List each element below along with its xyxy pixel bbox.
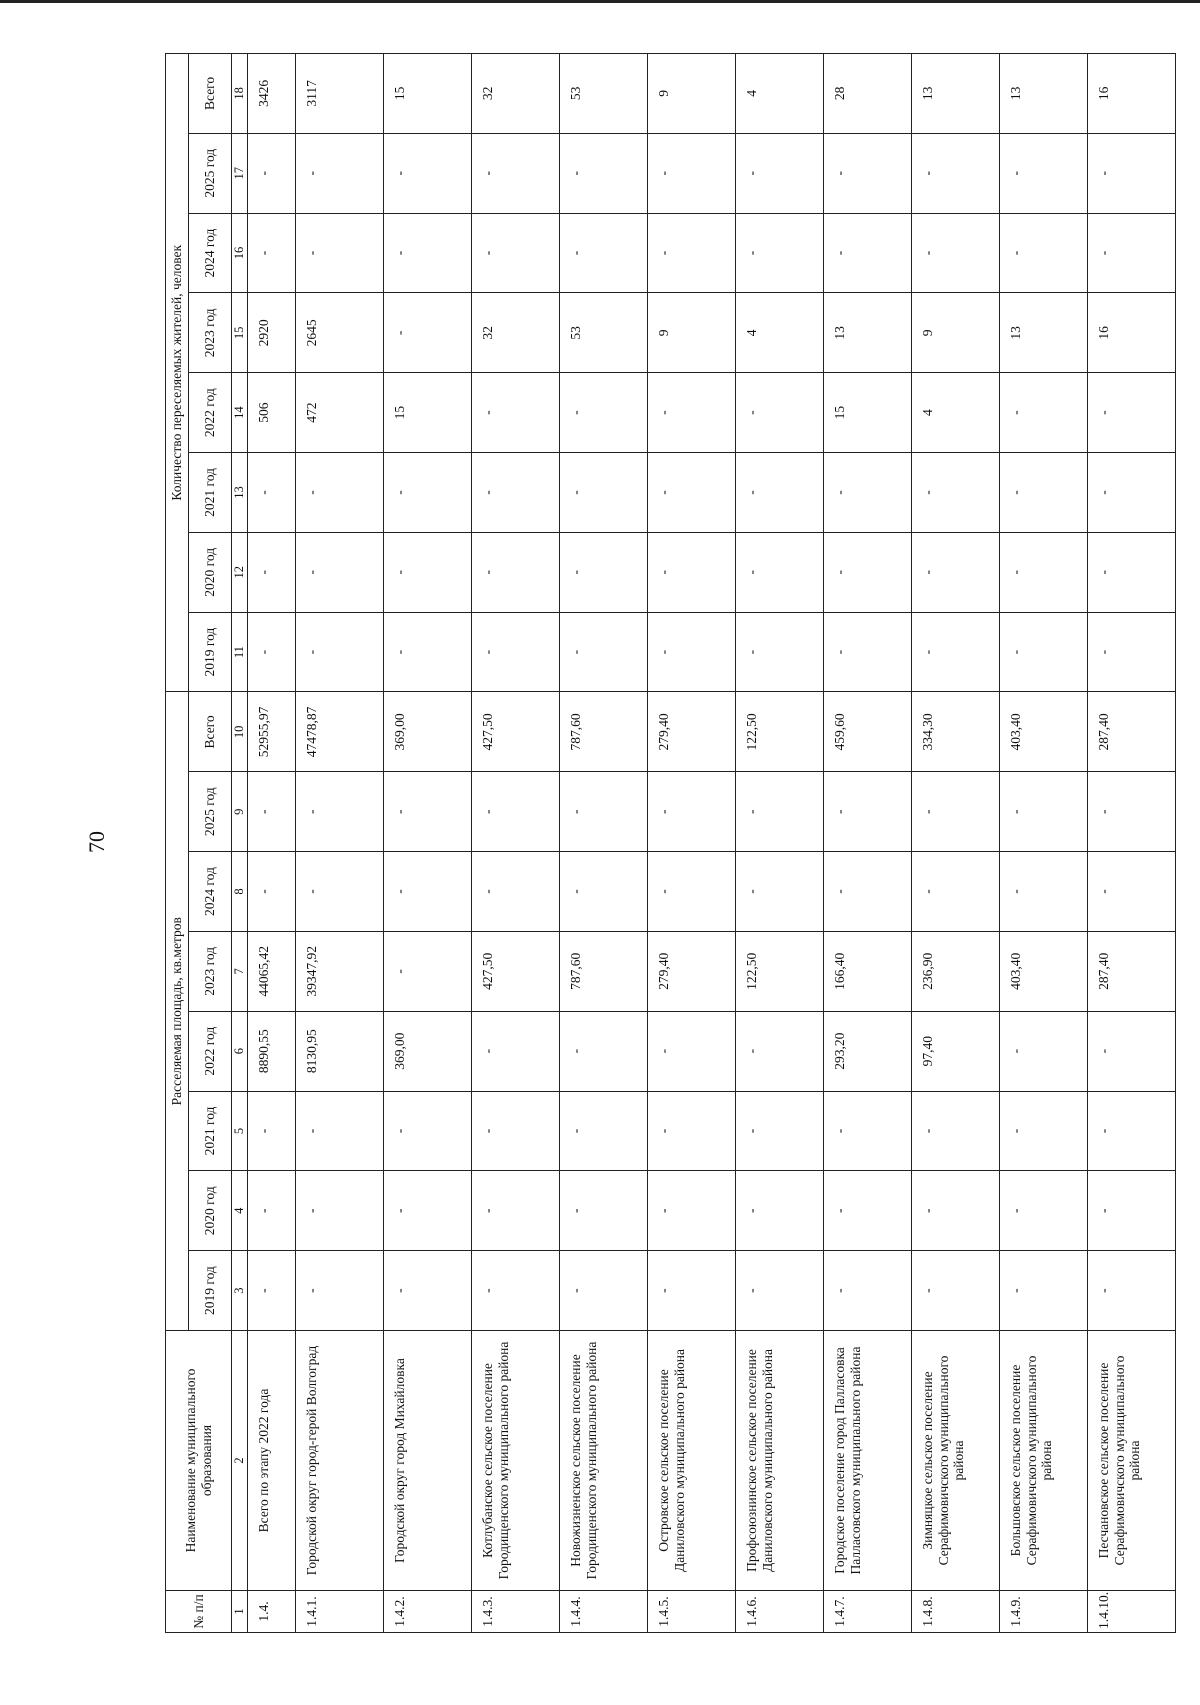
people-value: - — [384, 133, 472, 213]
area-value: - — [384, 772, 472, 852]
people-value: - — [736, 532, 824, 612]
municipality-name: Городской округ город Михайловка — [384, 1331, 472, 1591]
area-value: - — [560, 1171, 648, 1251]
people-total: 9 — [648, 54, 736, 134]
people-value: 32 — [472, 293, 560, 373]
people-value: - — [384, 532, 472, 612]
people-total: 4 — [736, 54, 824, 134]
people-value: - — [1088, 133, 1176, 213]
area-value: - — [560, 1251, 648, 1331]
area-value: 44065,42 — [248, 931, 296, 1011]
people-value: 13 — [1000, 293, 1088, 373]
people-total: 13 — [1000, 54, 1088, 134]
header-area-year: 2019 год — [189, 1251, 232, 1331]
people-value: - — [472, 453, 560, 533]
municipality-name: Новожизненское сельское поселение Городищенского муниципального района — [560, 1331, 648, 1591]
area-value: - — [560, 852, 648, 932]
area-value: - — [1000, 1091, 1088, 1171]
people-value: 9 — [912, 293, 1000, 373]
area-value: - — [248, 1091, 296, 1171]
people-value: - — [648, 373, 736, 453]
people-value: - — [296, 453, 384, 533]
area-total: 52955,97 — [248, 692, 296, 772]
column-number-cell: 14 — [232, 373, 248, 453]
people-value: - — [248, 213, 296, 293]
people-value: - — [824, 133, 912, 213]
people-value: - — [384, 612, 472, 692]
people-total: 13 — [912, 54, 1000, 134]
people-value: - — [296, 133, 384, 213]
area-value: - — [824, 1171, 912, 1251]
column-number-cell: 3 — [232, 1251, 248, 1331]
people-total: 16 — [1088, 54, 1176, 134]
area-value: - — [296, 852, 384, 932]
header-people-group: Количество переселяемых жителей, человек — [166, 54, 189, 693]
area-value: - — [560, 772, 648, 852]
people-value: 53 — [560, 293, 648, 373]
municipality-name: Городской округ город-герой Волгоград — [296, 1331, 384, 1591]
header-people-year: 2023 год — [189, 293, 232, 373]
area-value: - — [912, 1171, 1000, 1251]
area-value: - — [1088, 1011, 1176, 1091]
table-row — [560, 54, 648, 1633]
area-total: 459,60 — [824, 692, 912, 772]
people-value: 15 — [384, 373, 472, 453]
table-row — [824, 54, 912, 1633]
municipality-name: Островское сельское поселение Даниловского муниципального района — [648, 1331, 736, 1591]
area-value: - — [648, 1011, 736, 1091]
people-value: - — [736, 213, 824, 293]
column-number-cell: 12 — [232, 532, 248, 612]
people-value: - — [296, 213, 384, 293]
people-value: - — [912, 133, 1000, 213]
table-row — [1000, 54, 1088, 1633]
people-value: - — [824, 453, 912, 533]
area-value: 287,40 — [1088, 931, 1176, 1011]
area-total: 403,40 — [1000, 692, 1088, 772]
area-value: - — [1000, 1251, 1088, 1331]
area-value: - — [296, 1251, 384, 1331]
row-number: 1.4.8. — [912, 1591, 1000, 1633]
area-value: 8890,55 — [248, 1011, 296, 1091]
area-value: - — [248, 1251, 296, 1331]
area-value: - — [912, 852, 1000, 932]
people-value: 9 — [648, 293, 736, 373]
area-value: - — [736, 1091, 824, 1171]
municipality-name: Профсоюзнинское сельское поселение Даниловского муниципального района — [736, 1331, 824, 1591]
column-number-cell: 13 — [232, 453, 248, 533]
people-value: 4 — [912, 373, 1000, 453]
row-number: 1.4.10. — [1088, 1591, 1176, 1633]
people-value: - — [1000, 453, 1088, 533]
area-value: - — [248, 852, 296, 932]
area-value: - — [648, 852, 736, 932]
people-value: - — [248, 612, 296, 692]
area-value: - — [912, 1091, 1000, 1171]
people-value: - — [560, 133, 648, 213]
row-number: 1.4. — [248, 1591, 296, 1633]
area-total: 287,40 — [1088, 692, 1176, 772]
area-value: 122,50 — [736, 931, 824, 1011]
area-value: - — [472, 1171, 560, 1251]
column-number-cell: 4 — [232, 1171, 248, 1251]
column-number-cell: 9 — [232, 772, 248, 852]
area-value: - — [1088, 1091, 1176, 1171]
area-value: - — [472, 1011, 560, 1091]
people-value: 4 — [736, 293, 824, 373]
page-number: 70 — [84, 831, 109, 853]
area-value: - — [824, 852, 912, 932]
area-value: - — [1088, 852, 1176, 932]
area-value: - — [648, 772, 736, 852]
area-value: 8130,95 — [296, 1011, 384, 1091]
area-value: - — [736, 772, 824, 852]
header-area-year: 2020 год — [189, 1171, 232, 1251]
people-value: 16 — [1088, 293, 1176, 373]
column-number-cell: 7 — [232, 931, 248, 1011]
people-value: - — [472, 133, 560, 213]
municipality-name: Зимняцкое сельское поселение Серафимовичского муниципального района — [912, 1331, 1000, 1591]
header-people-year: 2025 год — [189, 133, 232, 213]
municipality-name: Городское поселение город Палласовка Палласовского муниципального района — [824, 1331, 912, 1591]
header-area-total: Всего — [189, 692, 232, 772]
row-number: 1.4.6. — [736, 1591, 824, 1633]
municipality-name: Котлубанское сельское поселение Городищенского муниципального района — [472, 1331, 560, 1591]
area-total: 427,50 — [472, 692, 560, 772]
people-value: - — [648, 612, 736, 692]
area-total: 279,40 — [648, 692, 736, 772]
people-value: - — [472, 612, 560, 692]
area-value: - — [648, 1251, 736, 1331]
header-people-year: 2021 год — [189, 453, 232, 533]
people-value: - — [736, 453, 824, 533]
people-value: - — [648, 453, 736, 533]
area-value: - — [824, 1091, 912, 1171]
people-value: - — [560, 532, 648, 612]
area-value: 279,40 — [648, 931, 736, 1011]
column-number-cell: 6 — [232, 1011, 248, 1091]
header-area-year: 2024 год — [189, 852, 232, 932]
header-area-year: 2025 год — [189, 772, 232, 852]
header-people-year: 2022 год — [189, 373, 232, 453]
area-value: - — [560, 1091, 648, 1171]
municipality-name: Песчановское сельское поселение Серафимовичского муниципального района — [1088, 1331, 1176, 1591]
people-value: - — [912, 453, 1000, 533]
header-people-year: 2020 год — [189, 532, 232, 612]
people-value: - — [648, 532, 736, 612]
header-people-total: Всего — [189, 54, 232, 134]
people-value: - — [824, 532, 912, 612]
row-number: 1.4.7. — [824, 1591, 912, 1633]
people-value: - — [472, 532, 560, 612]
area-value: - — [912, 772, 1000, 852]
area-value: - — [472, 1251, 560, 1331]
people-value: - — [384, 453, 472, 533]
people-value: 2920 — [248, 293, 296, 373]
area-value: - — [560, 1011, 648, 1091]
row-number: 1.4.3. — [472, 1591, 560, 1633]
area-value: - — [384, 1251, 472, 1331]
people-value: - — [736, 373, 824, 453]
table-row — [1088, 54, 1176, 1633]
area-value: - — [1000, 772, 1088, 852]
people-value: - — [296, 532, 384, 612]
area-value: 166,40 — [824, 931, 912, 1011]
people-value: - — [560, 453, 648, 533]
people-total: 3426 — [248, 54, 296, 134]
header-number: № п/п — [166, 1591, 232, 1633]
people-value: - — [736, 133, 824, 213]
people-total: 28 — [824, 54, 912, 134]
people-value: - — [824, 612, 912, 692]
people-value: - — [1000, 612, 1088, 692]
area-value: - — [736, 1251, 824, 1331]
resettlement-table — [165, 53, 1176, 1633]
header-area-year: 2021 год — [189, 1091, 232, 1171]
municipality-name: Большовское сельское поселение Серафимовичского муниципального района — [1000, 1331, 1088, 1591]
area-value: - — [912, 1251, 1000, 1331]
people-value: - — [1000, 213, 1088, 293]
people-value: - — [560, 213, 648, 293]
table-header — [166, 54, 248, 1633]
people-value: - — [648, 133, 736, 213]
area-value: - — [472, 1091, 560, 1171]
area-value: - — [1088, 1171, 1176, 1251]
area-value: 236,90 — [912, 931, 1000, 1011]
row-number: 1.4.1. — [296, 1591, 384, 1633]
area-value: - — [1000, 852, 1088, 932]
people-value: 2645 — [296, 293, 384, 373]
people-value: 506 — [248, 373, 296, 453]
table-body — [248, 54, 1176, 1633]
area-total: 122,50 — [736, 692, 824, 772]
people-value: - — [1000, 373, 1088, 453]
row-number: 1.4.9. — [1000, 1591, 1088, 1633]
column-number-row — [232, 54, 248, 1633]
area-value: - — [296, 1171, 384, 1251]
people-value: - — [1000, 133, 1088, 213]
table-row — [248, 54, 296, 1633]
people-value: 472 — [296, 373, 384, 453]
area-value: - — [384, 1091, 472, 1171]
people-total: 3117 — [296, 54, 384, 134]
area-value: - — [296, 772, 384, 852]
column-number-cell: 16 — [232, 213, 248, 293]
column-number-cell: 11 — [232, 612, 248, 692]
people-total: 15 — [384, 54, 472, 134]
people-value: - — [1088, 453, 1176, 533]
area-value: - — [384, 852, 472, 932]
row-number: 1.4.5. — [648, 1591, 736, 1633]
table-row — [296, 54, 384, 1633]
area-value: - — [736, 1011, 824, 1091]
table-row — [912, 54, 1000, 1633]
column-number-cell: 1 — [232, 1591, 248, 1633]
column-number-cell: 8 — [232, 852, 248, 932]
people-value: - — [472, 213, 560, 293]
row-number: 1.4.2. — [384, 1591, 472, 1633]
area-total: 47478,87 — [296, 692, 384, 772]
people-value: - — [824, 213, 912, 293]
area-total: 334,30 — [912, 692, 1000, 772]
people-value: - — [912, 612, 1000, 692]
column-number-cell: 2 — [232, 1331, 248, 1591]
area-value: - — [1088, 772, 1176, 852]
people-value: - — [736, 612, 824, 692]
people-value: - — [560, 373, 648, 453]
people-value: - — [912, 532, 1000, 612]
table-row — [736, 54, 824, 1633]
people-value: - — [248, 133, 296, 213]
header-area-year: 2022 год — [189, 1011, 232, 1091]
people-value: - — [1088, 612, 1176, 692]
table-row — [648, 54, 736, 1633]
area-value: - — [472, 772, 560, 852]
area-value: 787,60 — [560, 931, 648, 1011]
column-number-cell: 5 — [232, 1091, 248, 1171]
column-number-cell: 15 — [232, 293, 248, 373]
column-number-cell: 10 — [232, 692, 248, 772]
area-value: - — [384, 1171, 472, 1251]
area-value: - — [1000, 1011, 1088, 1091]
table-row — [384, 54, 472, 1633]
people-value: 13 — [824, 293, 912, 373]
column-number-cell: 18 — [232, 54, 248, 134]
area-value: 39347,92 — [296, 931, 384, 1011]
header-people-year: 2024 год — [189, 213, 232, 293]
area-value: 369,00 — [384, 1011, 472, 1091]
area-value: - — [736, 852, 824, 932]
row-number: 1.4.4. — [560, 1591, 648, 1633]
area-value: - — [648, 1171, 736, 1251]
people-value: - — [912, 213, 1000, 293]
area-total: 787,60 — [560, 692, 648, 772]
people-total: 53 — [560, 54, 648, 134]
column-number-cell: 17 — [232, 133, 248, 213]
area-value: 403,40 — [1000, 931, 1088, 1011]
table-row — [472, 54, 560, 1633]
area-value: - — [472, 852, 560, 932]
people-value: - — [1088, 532, 1176, 612]
people-value: - — [1088, 213, 1176, 293]
area-value: - — [648, 1091, 736, 1171]
area-value: - — [1088, 1251, 1176, 1331]
area-total: 369,00 — [384, 692, 472, 772]
municipality-name: Всего по этапу 2022 года — [248, 1331, 296, 1591]
area-value: 293,20 — [824, 1011, 912, 1091]
area-value: 97,40 — [912, 1011, 1000, 1091]
people-value: - — [560, 612, 648, 692]
people-value: - — [648, 213, 736, 293]
people-value: - — [384, 293, 472, 373]
people-value: - — [296, 612, 384, 692]
people-total: 32 — [472, 54, 560, 134]
area-value: 427,50 — [472, 931, 560, 1011]
header-people-year: 2019 год — [189, 612, 232, 692]
area-value: - — [824, 772, 912, 852]
area-value: - — [296, 1091, 384, 1171]
area-value: - — [736, 1171, 824, 1251]
area-value: - — [384, 931, 472, 1011]
header-name: Наименование муниципального образования — [166, 1331, 232, 1591]
area-value: - — [248, 1171, 296, 1251]
area-value: - — [824, 1251, 912, 1331]
people-value: - — [1000, 532, 1088, 612]
area-value: - — [1000, 1171, 1088, 1251]
people-value: - — [1088, 373, 1176, 453]
header-area-year: 2023 год — [189, 931, 232, 1011]
area-value: - — [248, 772, 296, 852]
people-value: - — [248, 453, 296, 533]
people-value: 15 — [824, 373, 912, 453]
people-value: - — [384, 213, 472, 293]
header-area-group: Расселяемая площадь, кв.метров — [166, 692, 189, 1331]
people-value: - — [248, 532, 296, 612]
people-value: - — [472, 373, 560, 453]
